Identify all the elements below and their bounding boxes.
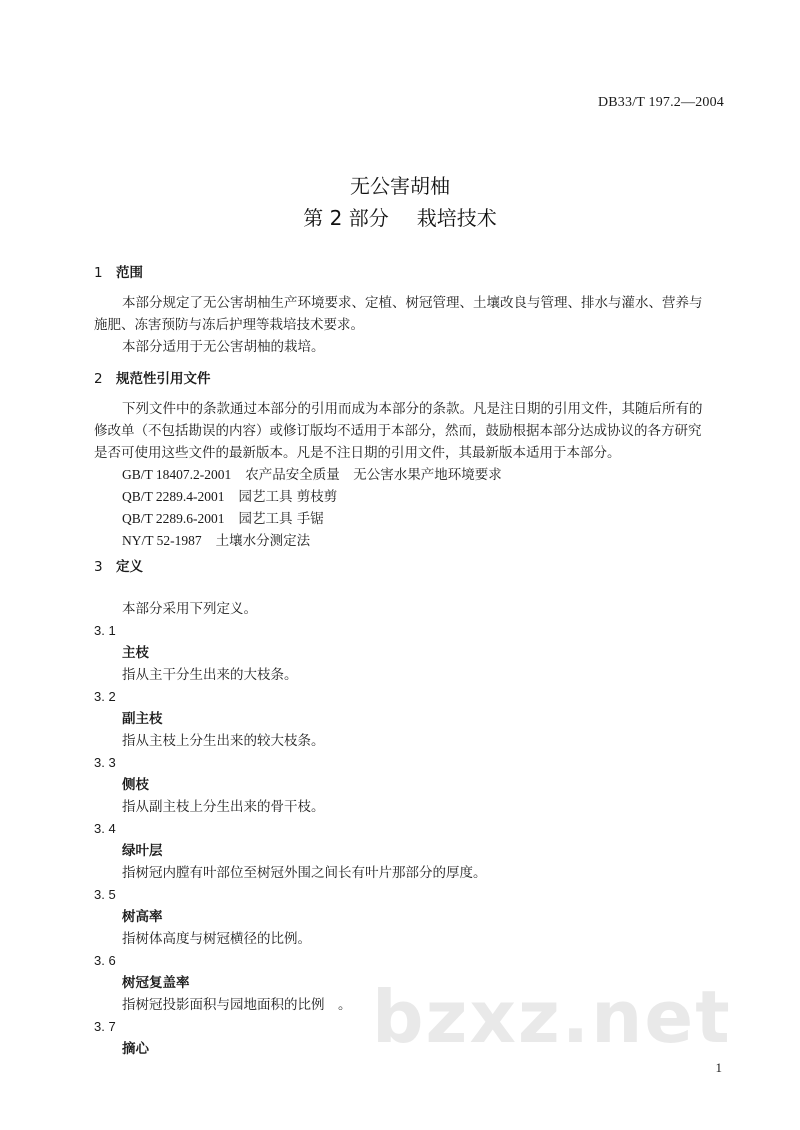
clause-number: 3. 5 xyxy=(94,887,116,902)
term: 摘心 xyxy=(122,1041,149,1057)
term: 树高率 xyxy=(122,909,163,925)
document-subtitle xyxy=(0,202,800,231)
clause-number: 3. 3 xyxy=(94,755,116,770)
clause-number: 3. 2 xyxy=(94,689,116,704)
term: 树冠复盖率 xyxy=(122,975,190,991)
section-heading: 1 范围 xyxy=(94,265,143,281)
term-definition: 指从主枝上分生出来的较大枝条。 xyxy=(122,733,325,749)
paragraph: 本部分采用下列定义。 xyxy=(122,601,257,617)
reference-item: QB/T 2289.4-2001 园艺工具 剪枝剪 xyxy=(122,489,338,505)
term: 绿叶层 xyxy=(122,843,163,859)
term-definition: 指树冠内膛有叶部位至树冠外围之间长有叶片那部分的厚度。 xyxy=(122,865,487,881)
paragraph: 下列文件中的条款通过本部分的引用而成为本部分的条款。凡是注日期的引用文件，其随后所有的 xyxy=(122,401,703,417)
paragraph-continued: 修改单（不包括勘误的内容）或修订版均不适用于本部分，然而，鼓励根据本部分达成协议的各方研究 xyxy=(94,423,702,439)
page-number: 1 xyxy=(715,1060,722,1075)
section-scope xyxy=(94,262,724,358)
paragraph: 本部分适用于无公害胡柚的栽培。 xyxy=(122,339,325,355)
paragraph-continued: 是否可使用这些文件的最新版本。凡是不注日期的引用文件，其最新版本适用于本部分。 xyxy=(94,445,621,461)
watermark: bzxz.net xyxy=(372,975,732,1059)
term: 副主枝 xyxy=(122,711,163,727)
reference-item: GB/T 18407.2-2001 农产品安全质量 无公害水果产地环境要求 xyxy=(122,467,502,483)
term: 主枝 xyxy=(122,645,149,661)
term-definition: 指树体高度与树冠横径的比例。 xyxy=(122,931,311,947)
term-definition: 指从副主枝上分生出来的骨干枝。 xyxy=(122,799,325,815)
reference-item: QB/T 2289.6-2001 园艺工具 手锯 xyxy=(122,511,324,527)
section-normative-references xyxy=(94,368,724,552)
standard-number: DB33/T 197.2—2004 xyxy=(597,95,724,110)
term: 侧枝 xyxy=(122,777,149,793)
term-definition: 指从主干分生出来的大枝条。 xyxy=(122,667,298,683)
clause-number: 3. 6 xyxy=(94,953,116,968)
document-title: 无公害胡柚 xyxy=(350,174,450,198)
part-name: 栽培技术 xyxy=(416,206,497,230)
term-definition: 指树冠投影面积与园地面积的比例 。 xyxy=(122,997,352,1013)
section-heading: 3 定义 xyxy=(94,559,143,575)
clause-number: 3. 7 xyxy=(94,1019,116,1034)
clause-number: 3. 4 xyxy=(94,821,116,836)
part-number: 第 2 部分 xyxy=(303,206,389,230)
section-heading: 2 规范性引用文件 xyxy=(94,371,211,387)
reference-item: NY/T 52-1987 土壤水分测定法 xyxy=(122,533,311,549)
clause-number: 3. 1 xyxy=(94,623,116,638)
paragraph-continued: 施肥、冻害预防与冻后护理等栽培技术要求。 xyxy=(94,317,364,333)
paragraph: 本部分规定了无公害胡柚生产环境要求、定植、树冠管理、土壤改良与管理、排水与灌水、营养与 xyxy=(122,295,703,311)
